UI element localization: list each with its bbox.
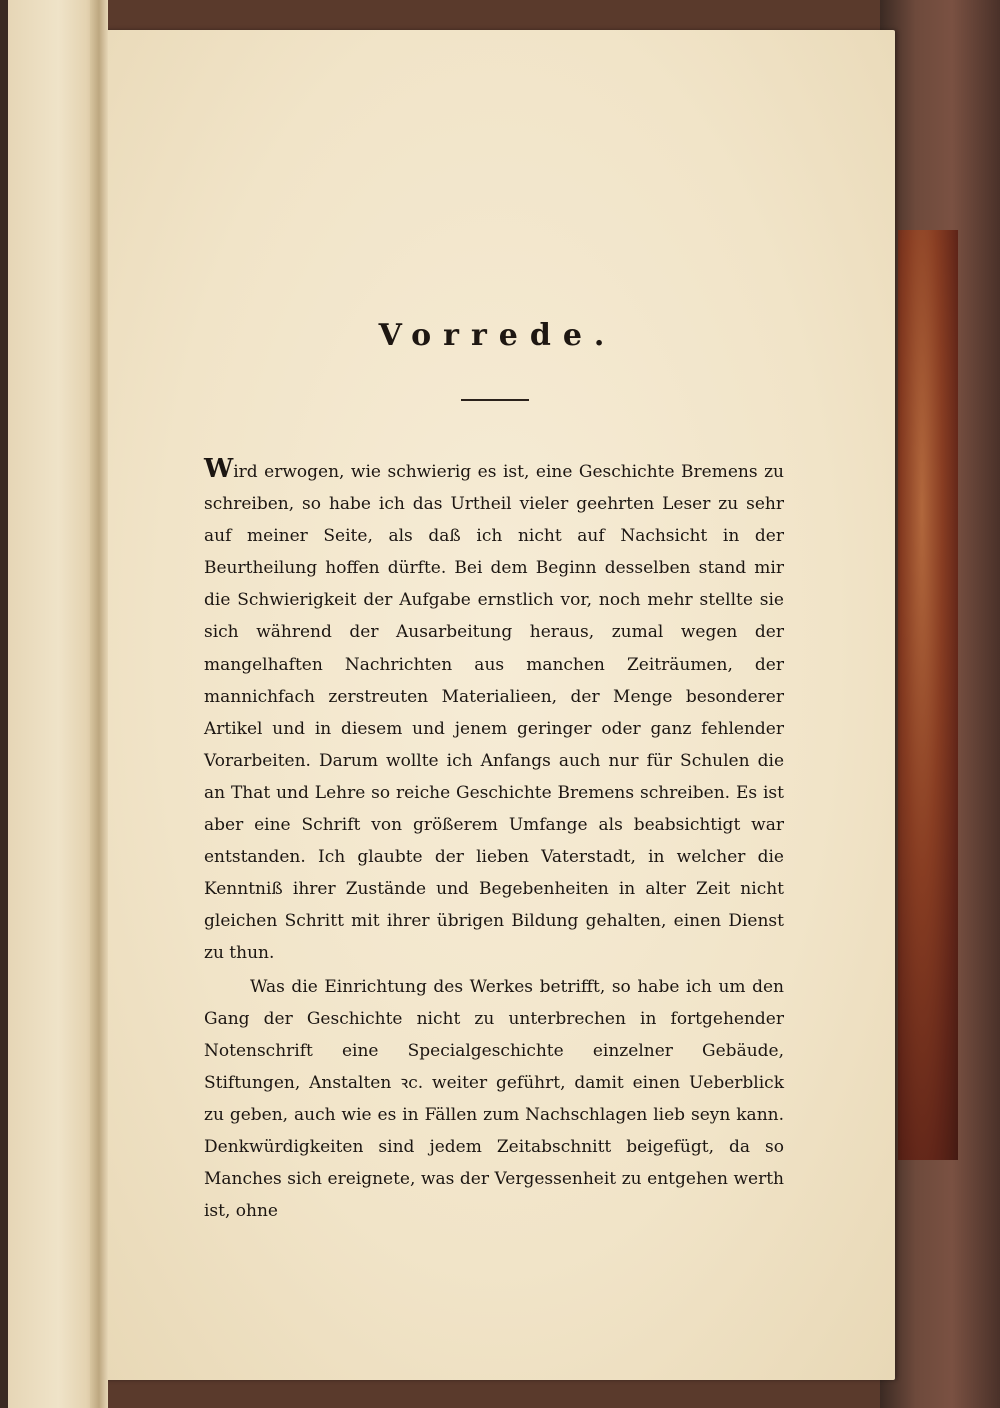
- left-page-edge: [8, 0, 100, 1408]
- page-heading: Vorrede.: [378, 318, 617, 353]
- paragraph-1: Wird erwogen, wie schwierig es ist, eine Geschichte Bremens zu schreiben, so habe ich das Urtheil vieler geehrten Leser zu sehr auf meiner Seite, als daß ich nicht auf Nachsicht in der Beurtheilung hoffen dürfte. Bei dem Beginn desselben stand mir die Schwierigkeit der Aufgabe ernstlich vor, noch mehr stellte sie sich während der Ausarbeitung heraus, zumal wegen der mangelhaften Nachrichten aus manchen Zeiträumen, der mannichfach zerstreuten Materialieen, der Menge besonderer Artikel und in diesem und jenem geringer oder ganz fehlender Vorarbeiten. Darum wollte ich Anfangs auch nur für Schulen die an That und Lehre so reiche Geschichte Bremens schreiben. Es ist aber eine Schrift von größerem Umfange als beabsichtigt war entstanden. Ich glaubte der lieben Vaterstadt, in welcher die Kenntniß ihrer Zustände und Begebenheiten in alter Zeit nicht gleichen Schritt mit ihrer übrigen Bildung gehalten, einen Dienst zu thun.: [204, 454, 784, 964]
- heading-rule: [461, 399, 529, 401]
- page-gutter: [90, 0, 108, 1408]
- leather-spine: [898, 230, 958, 1160]
- paragraph-2: Was die Einrichtung des Werkes betrifft, so habe ich um den Gang der Geschichte nicht zu unterbrechen in fortgehender Notenschrift eine Specialgeschichte einzelner Gebäude, Stiftungen, Anstalten ꝛc. weiter geführt, damit einen Ueberblick zu geben, auch wie es in Fällen zum Nachschlagen lieb seyn kann. Denkwürdigkeiten sind jedem Zeitabschnitt beigefügt, da so Manches sich ereignete, was der Vergessenheit zu entgehen werth ist, ohne: [204, 976, 784, 1222]
- body-text: [204, 453, 784, 1227]
